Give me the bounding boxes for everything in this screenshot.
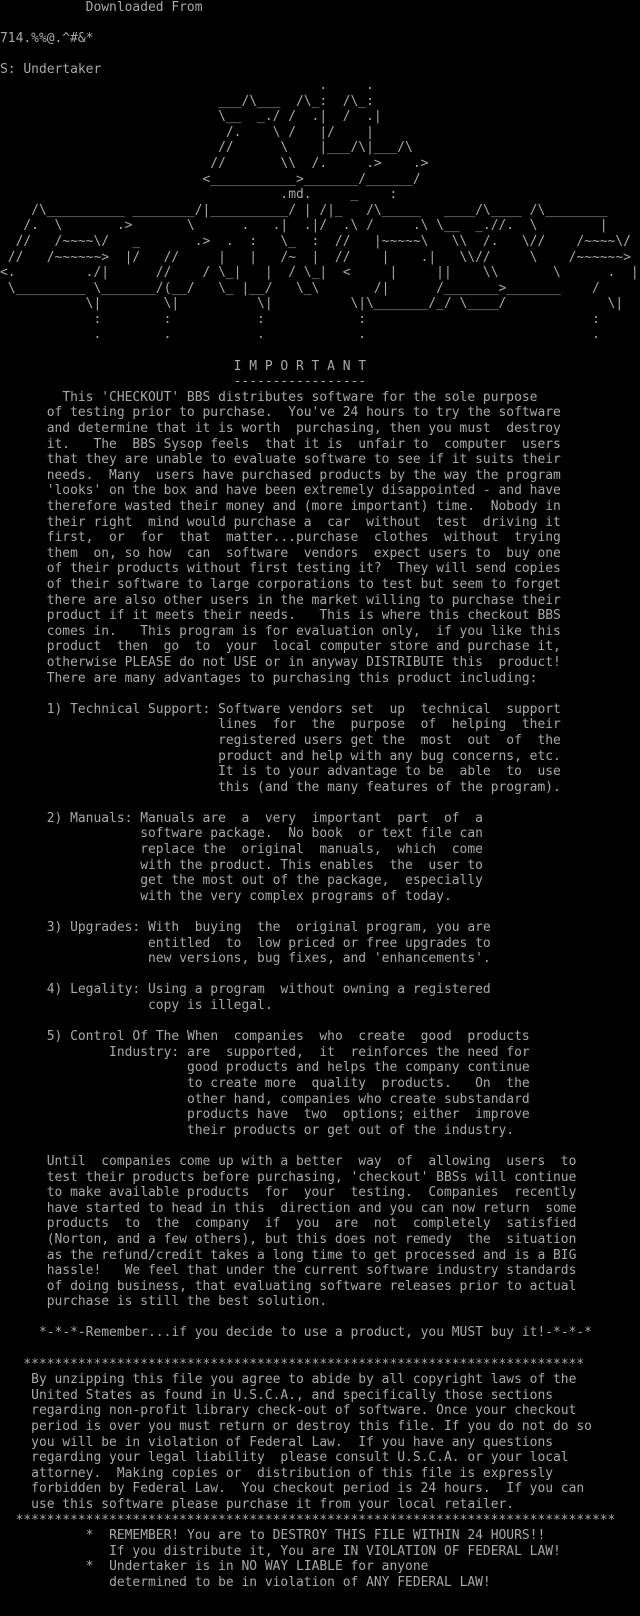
intro-line-row bbox=[0, 515, 640, 531]
advantage-text: entitled to low priced or free upgrades to bbox=[148, 935, 491, 951]
warning-text: REMEMBER! You are to DESTROY THIS FILE WITHIN 24 HOURS!! bbox=[109, 1528, 546, 1544]
advantage-label: 5) Control Of The bbox=[46, 1029, 180, 1045]
ascii-art-line: // /~~~~~~> |/ // | | /~ | // | .| \\// \ /~~~~~~> bbox=[0, 249, 631, 265]
legal-line: you will be in violation of Federal Law. If you have any questions bbox=[31, 1434, 554, 1450]
warnings-list bbox=[0, 1528, 640, 1590]
spacer bbox=[0, 795, 640, 811]
intro-line: it. The BBS Sysop feels that it is unfair to computer users bbox=[46, 436, 561, 452]
advantage-row bbox=[0, 889, 640, 905]
important-underline: ----------------- bbox=[233, 374, 367, 390]
ascii-art-line: : : : : : bbox=[0, 311, 600, 327]
legal-line-row bbox=[0, 1372, 640, 1388]
advantage-text: registered users get the most out of the bbox=[218, 732, 561, 748]
advantage-text: products have two options; either improve bbox=[186, 1107, 530, 1123]
advantage-text: with the very complex programs of today. bbox=[140, 888, 452, 904]
ascii-art-line-row bbox=[0, 94, 640, 110]
warning-text: Undertaker is in NO WAY LIABLE for anyone bbox=[109, 1559, 429, 1575]
important-title: I M P O R T A N T bbox=[233, 358, 367, 374]
conclusion-line: purchase is still the best solution. bbox=[46, 1294, 328, 1310]
spacer bbox=[0, 967, 640, 983]
legal-bottom-rule: ***************************************************************************** bbox=[15, 1512, 616, 1528]
advantage-row bbox=[0, 1123, 640, 1139]
ascii-art-line-row bbox=[0, 327, 640, 343]
intro-line: product then go to your local computer store and purchase it, bbox=[46, 639, 561, 655]
advantage-row bbox=[0, 1076, 640, 1092]
warning-row bbox=[0, 1559, 640, 1575]
intro-line-row bbox=[0, 608, 640, 624]
advantage-row bbox=[0, 858, 640, 874]
warning-row bbox=[0, 1544, 640, 1560]
legal-line-row bbox=[0, 1450, 640, 1466]
advantage-row bbox=[0, 702, 640, 718]
advantage-row bbox=[0, 1092, 640, 1108]
legal-line: United States as found in U.S.C.A., and specifically those sections bbox=[31, 1387, 554, 1403]
intro-line-row bbox=[0, 671, 640, 687]
ascii-art-line: <. ./| // / \_| | / \_| < | || \\ \ . | bbox=[0, 265, 639, 281]
intro-line: of testing prior to purchase. You've 24 hours to try the software bbox=[46, 405, 561, 421]
intro-line: of their software to large corporations to test but seem to forget bbox=[46, 576, 561, 592]
legal-line-row bbox=[0, 1388, 640, 1404]
advantage-row bbox=[0, 749, 640, 765]
conclusion-line: test their products before purchasing, 'checkout' BBSs will continue bbox=[46, 1169, 577, 1185]
advantage-text: Using a program without owning a registered bbox=[148, 982, 491, 998]
advantage-text: Manuals are a very important part of a bbox=[140, 810, 483, 826]
ascii-art-line-row bbox=[0, 250, 640, 266]
legal-notice bbox=[0, 1372, 640, 1512]
conclusion-line: products to the company if you are not completely satisfied bbox=[46, 1216, 577, 1232]
header-line: S: Undertaker bbox=[0, 62, 102, 78]
advantage-row bbox=[0, 1107, 640, 1123]
spacer bbox=[0, 686, 640, 702]
intro-line: their right mind would purchase a car without test driving it bbox=[46, 514, 561, 530]
conclusion-line-row bbox=[0, 1185, 640, 1201]
legal-line-row bbox=[0, 1419, 640, 1435]
conclusion-line-row bbox=[0, 1216, 640, 1232]
advantage-row bbox=[0, 1045, 640, 1061]
important-title-row bbox=[0, 359, 640, 375]
advantage-text: other hand, companies who create substandard bbox=[186, 1091, 530, 1107]
intro-paragraph bbox=[0, 390, 640, 686]
legal-line-row bbox=[0, 1403, 640, 1419]
advantage-text: replace the original manuals, which come bbox=[140, 842, 483, 858]
intro-line: that they are unable to evaluate software to see if it suits their bbox=[46, 452, 561, 468]
important-underline-row bbox=[0, 374, 640, 390]
ascii-art-line-row bbox=[0, 312, 640, 328]
header-line: Downloaded From bbox=[0, 0, 203, 15]
legal-line: attorney. Making copies or distribution of this file is expressly bbox=[31, 1465, 554, 1481]
ascii-art-line-row bbox=[0, 125, 640, 141]
conclusion-line-row bbox=[0, 1279, 640, 1295]
header-line-row bbox=[0, 47, 640, 63]
ascii-art-line: . . . . . bbox=[0, 327, 600, 343]
intro-line-row bbox=[0, 452, 640, 468]
legal-line-row bbox=[0, 1435, 640, 1451]
advantage-text: product and help with any bug concerns, etc. bbox=[218, 748, 561, 764]
advantage-text: get the most out of the package, especially bbox=[140, 873, 483, 889]
advantage-text: With buying the original program, you are bbox=[148, 920, 491, 936]
legal-top-rule-row bbox=[0, 1357, 640, 1373]
advantage-text: It is to your advantage to be able to use bbox=[218, 764, 561, 780]
conclusion-line: to make available products for your testing. Companies recently bbox=[46, 1185, 577, 1201]
header-line-row bbox=[0, 62, 640, 78]
advantage-text: are supported, it reinforces the need for bbox=[186, 1044, 530, 1060]
ascii-art-line: .md. _ : bbox=[0, 187, 398, 203]
ascii-art-line-row bbox=[0, 172, 640, 188]
ascii-art-line-row bbox=[0, 156, 640, 172]
intro-line-row bbox=[0, 561, 640, 577]
spacer bbox=[0, 1138, 640, 1154]
ascii-art-line: /. \ .> \ . .| .|/ .\ / .\ \__ _.//. \ | bbox=[0, 218, 608, 234]
intro-line-row bbox=[0, 655, 640, 671]
advantage-text: good products and helps the company continue bbox=[186, 1060, 530, 1076]
intro-line: there are also other users in the market willing to purchase their bbox=[46, 592, 561, 608]
intro-line-row bbox=[0, 483, 640, 499]
advantage-row bbox=[0, 733, 640, 749]
ascii-art-line-row bbox=[0, 78, 640, 94]
intro-line: therefore wasted their money and (more important) time. Nobody in bbox=[46, 499, 561, 514]
conclusion-line-row bbox=[0, 1154, 640, 1170]
advantage-row bbox=[0, 936, 640, 952]
warning-text: determined to be in violation of ANY FEDERAL LAW! bbox=[109, 1574, 491, 1590]
warning-text: If you distribute it, You are IN VIOLATION OF FEDERAL LAW! bbox=[109, 1543, 561, 1559]
ascii-art-line-row bbox=[0, 265, 640, 281]
conclusion-line-row bbox=[0, 1263, 640, 1279]
ascii-art-line: // \ |___/\|___/\ bbox=[0, 140, 413, 156]
advantage-row bbox=[0, 842, 640, 858]
advantage-row bbox=[0, 811, 640, 827]
header-block bbox=[0, 0, 640, 78]
legal-line: regarding your legal liability please consult U.S.C.A. or your local bbox=[31, 1450, 569, 1466]
advantage-text: new versions, bug fixes, and 'enhancements'. bbox=[148, 951, 491, 967]
ascii-art-line: ___/\___ /\_: /\_: bbox=[0, 93, 374, 109]
intro-line: them on, so how can software vendors expect users to buy one bbox=[46, 545, 561, 561]
spacer bbox=[0, 904, 640, 920]
ascii-art-line: <___________>_______/______/ bbox=[0, 171, 421, 187]
conclusion-line-row bbox=[0, 1248, 640, 1264]
advantage-label-cont: Industry: bbox=[109, 1044, 180, 1060]
ascii-art-line-row bbox=[0, 203, 640, 219]
intro-line: of their products without first testing it? They will send copies bbox=[46, 561, 561, 577]
intro-line-row bbox=[0, 421, 640, 437]
advantage-row bbox=[0, 920, 640, 936]
spacer bbox=[0, 343, 640, 359]
legal-line-row bbox=[0, 1497, 640, 1513]
conclusion-line-row bbox=[0, 1294, 640, 1310]
header-line-row bbox=[0, 0, 640, 16]
legal-line: forbidden by Federal Law. You checkout period is 24 hours. If you can bbox=[31, 1481, 585, 1497]
advantage-text: copy is illegal. bbox=[148, 998, 273, 1013]
header-line: 714.%%@.^#&* bbox=[0, 31, 94, 47]
advantage-row bbox=[0, 764, 640, 780]
advantage-label: 3) Upgrades: bbox=[46, 920, 141, 936]
header-line-row bbox=[0, 16, 640, 32]
intro-line: This 'CHECKOUT' BBS distributes software for the sole purpose bbox=[62, 389, 538, 405]
intro-line-row bbox=[0, 405, 640, 421]
conclusion-line: (Norton, and a few others), but this does not remedy the situation bbox=[46, 1231, 577, 1247]
intro-line-row bbox=[0, 577, 640, 593]
conclusion-line: hassle! We feel that under the current software industry standards bbox=[46, 1263, 577, 1279]
intro-line: comes in. This program is for evaluation only, if you like this bbox=[46, 623, 561, 639]
spacer bbox=[0, 1310, 640, 1326]
legal-line-row bbox=[0, 1466, 640, 1482]
ascii-art-line-row bbox=[0, 218, 640, 234]
remember-banner: *-*-*-Remember...if you decide to use a product, you MUST buy it!-*-*-* bbox=[38, 1325, 592, 1341]
intro-line: and determine that it is worth purchasing, then you must destroy bbox=[46, 421, 561, 437]
remember-banner-row bbox=[0, 1325, 640, 1341]
legal-bottom-rule-row bbox=[0, 1513, 640, 1529]
advantage-text: to create more quality products. On the bbox=[186, 1075, 530, 1091]
advantage-row bbox=[0, 1029, 640, 1045]
ascii-art-line-row bbox=[0, 281, 640, 297]
advantage-row bbox=[0, 1060, 640, 1076]
conclusion-line: Until companies come up with a better way of allowing users to bbox=[46, 1153, 577, 1169]
advantage-row bbox=[0, 873, 640, 889]
intro-line: first, or for that matter...purchase clothes without trying bbox=[46, 530, 561, 546]
ascii-art-line: /. \ / |/ | bbox=[0, 124, 374, 140]
ascii-logo-art bbox=[0, 78, 640, 343]
ascii-art-line: // \\ /. .> .> bbox=[0, 155, 429, 171]
legal-line: regarding non-profit library check-out of software. Once your checkout bbox=[31, 1403, 577, 1419]
intro-line: product if it meets their needs. This is where this checkout BBS bbox=[46, 608, 561, 624]
ascii-art-line-row bbox=[0, 109, 640, 125]
legal-line-row bbox=[0, 1481, 640, 1497]
ascii-art-line-row bbox=[0, 140, 640, 156]
advantage-row bbox=[0, 982, 640, 998]
advantage-text: this (and the many features of the program). bbox=[218, 779, 561, 795]
header-line-row bbox=[0, 31, 640, 47]
ascii-art-line: /\__________ ________/|__________/ | /|_ /\_____ ____/\____ /\________ bbox=[0, 202, 608, 218]
legal-line: use this software please purchase it from your local retailer. bbox=[31, 1497, 515, 1512]
ascii-art-line: . . bbox=[0, 77, 374, 93]
intro-line: 'looks' on the box and have been extremely disappointed - and have bbox=[46, 483, 561, 499]
legal-line: By unzipping this file you agree to abide by all copyright laws of the bbox=[31, 1372, 577, 1388]
intro-line: needs. Many users have purchased products by the way the program bbox=[46, 467, 561, 483]
warning-row bbox=[0, 1528, 640, 1544]
advantage-row bbox=[0, 780, 640, 796]
advantage-row bbox=[0, 826, 640, 842]
intro-line: otherwise PLEASE do not USE or in anyway DISTRIBUTE this product! bbox=[46, 654, 561, 670]
advantage-text: their products or get out of the industry. bbox=[186, 1122, 515, 1138]
ascii-art-line: \__ _./ / .| / .| bbox=[0, 109, 382, 125]
advantage-text: lines for the purpose of helping their bbox=[218, 717, 561, 733]
conclusion-paragraph bbox=[0, 1154, 640, 1310]
intro-line-row bbox=[0, 624, 640, 640]
conclusion-line-row bbox=[0, 1170, 640, 1186]
ascii-art-line-row bbox=[0, 234, 640, 250]
intro-line-row bbox=[0, 499, 640, 515]
legal-line: period is over you must return or destroy this file. If you do not do so bbox=[31, 1419, 592, 1435]
advantage-label: 2) Manuals: bbox=[46, 810, 133, 826]
intro-line-row bbox=[0, 468, 640, 484]
conclusion-line-row bbox=[0, 1201, 640, 1217]
advantage-row bbox=[0, 951, 640, 967]
advantage-label: 4) Legality: bbox=[46, 982, 141, 998]
intro-line-row bbox=[0, 546, 640, 562]
intro-line-row bbox=[0, 639, 640, 655]
advantage-label: 1) Technical Support: bbox=[46, 701, 211, 717]
intro-line-row bbox=[0, 390, 640, 406]
bullet-asterisk-icon: * bbox=[85, 1559, 94, 1575]
advantage-text: with the product. This enables the user to bbox=[140, 857, 483, 873]
bullet-asterisk-icon: * bbox=[85, 1528, 94, 1544]
ascii-art-line: \| \| \| \|\_______/_/ \____/ \| bbox=[0, 296, 624, 312]
ascii-art-line-row bbox=[0, 296, 640, 312]
legal-top-rule: ************************************************************************ bbox=[23, 1356, 585, 1372]
ascii-art-line: \_________ \_______/(__/ \_ |__/ \_\ /| /_______>_______ / bbox=[0, 280, 600, 296]
spacer bbox=[0, 1014, 640, 1030]
conclusion-line-row bbox=[0, 1232, 640, 1248]
advantage-text: When companies who create good products bbox=[186, 1029, 530, 1045]
advantage-text: software package. No book or text file can bbox=[140, 826, 483, 842]
spacer bbox=[0, 1341, 640, 1357]
advantage-row bbox=[0, 717, 640, 733]
intro-line-row bbox=[0, 530, 640, 546]
intro-line-row bbox=[0, 437, 640, 453]
advantage-text: Software vendors set up technical support bbox=[218, 701, 561, 717]
ascii-art-line-row bbox=[0, 187, 640, 203]
conclusion-line: as the refund/credit takes a long time to get processed and is a BIG bbox=[46, 1247, 577, 1263]
conclusion-line: have started to head in this direction and you can now return some bbox=[46, 1200, 577, 1216]
ascii-art-line: // /~~~~\/ _ .> . : \_ : // |~~~~~\ \\ /. \// /~~~~\/ bbox=[0, 233, 631, 249]
intro-line-row bbox=[0, 593, 640, 609]
advantages-list bbox=[0, 702, 640, 1154]
advantage-row bbox=[0, 998, 640, 1014]
warning-row bbox=[0, 1575, 640, 1591]
conclusion-line: of doing business, that evaluating software releases prior to actual bbox=[46, 1278, 577, 1294]
intro-line: There are many advantages to purchasing this product including: bbox=[46, 670, 538, 686]
